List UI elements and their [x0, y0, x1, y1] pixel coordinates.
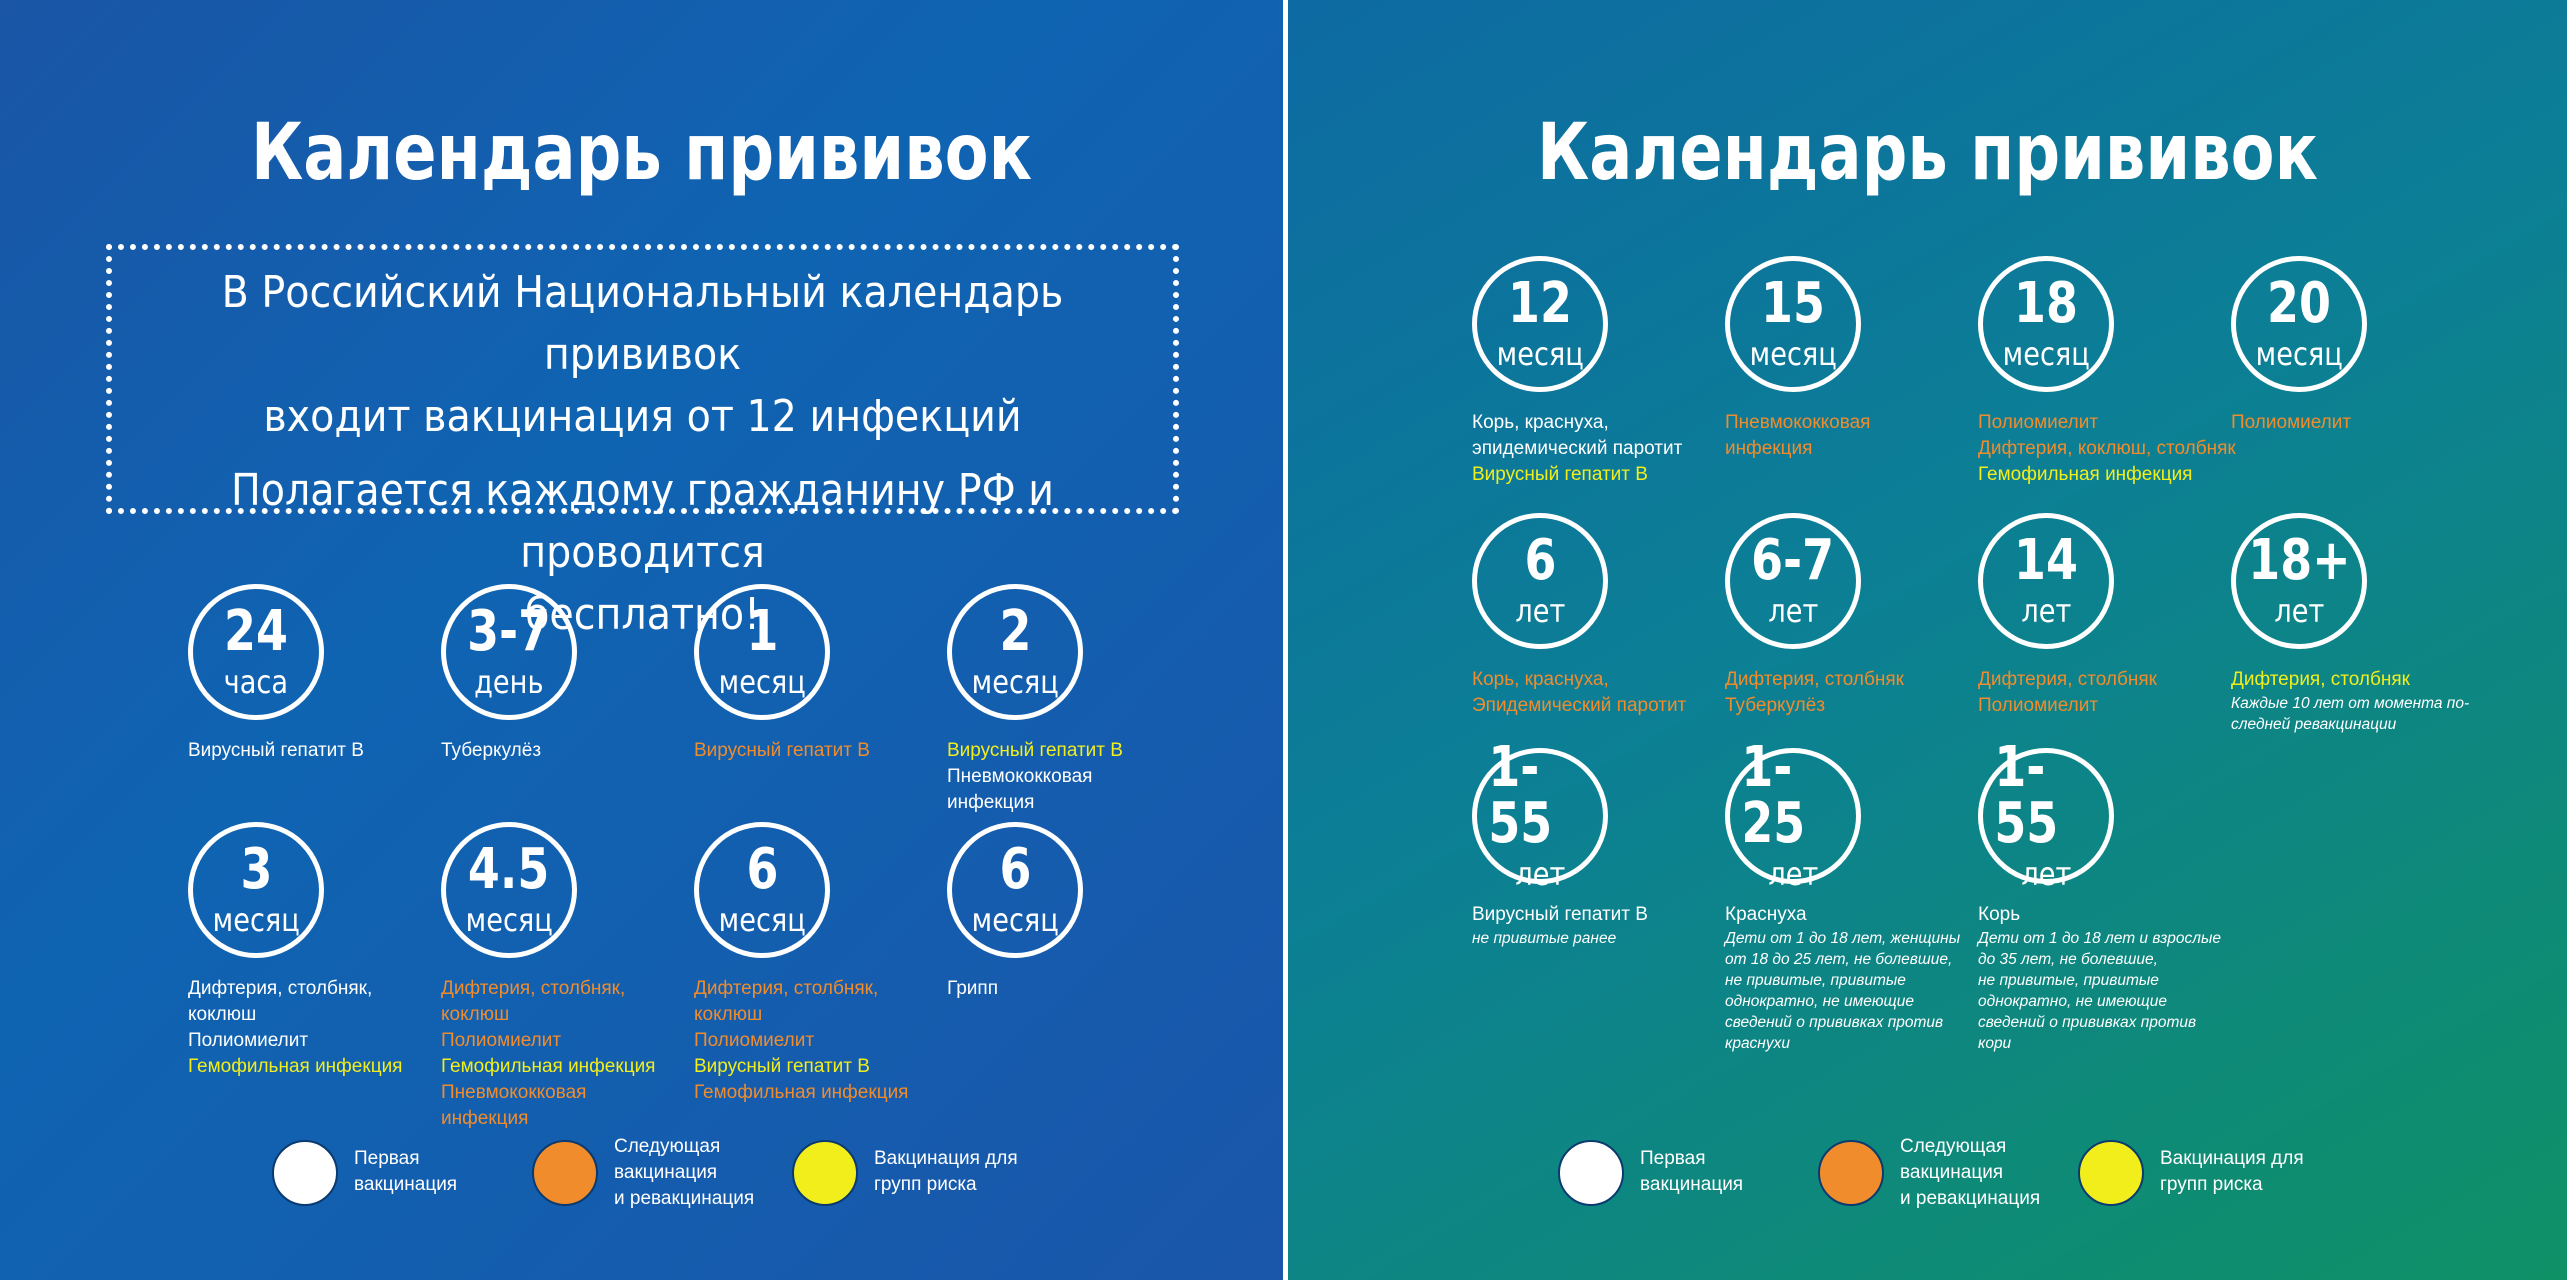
- vaccine-name: Вирусный гепатит В: [1472, 464, 1648, 485]
- vaccine-name: Пневмококковая: [947, 766, 1093, 787]
- age-number: 15: [1761, 271, 1825, 336]
- vaccine-name: Вирусный гепатит В: [188, 740, 364, 761]
- legend-swatch: [272, 1140, 338, 1206]
- vaccine-name: коклюш: [694, 1004, 763, 1025]
- vaccine-note: Дети от 1 до 18 лет, женщины: [1725, 930, 1961, 947]
- age-number: 1-25: [1741, 735, 1806, 856]
- age-number: 2: [999, 599, 1031, 664]
- vaccine-note: однократно, не имеющие: [1725, 993, 1914, 1010]
- age-unit: лет: [1515, 855, 1565, 893]
- legend-label-line: и ревакцинация: [614, 1188, 755, 1209]
- vaccine-name: Полиомиелит: [694, 1030, 815, 1051]
- legend-label-line: вакцинация: [1900, 1162, 2004, 1183]
- age-circle: [1978, 513, 2114, 649]
- legend-label: [1640, 1146, 1743, 1198]
- vaccine-name: Гемофильная инфекция: [188, 1056, 403, 1077]
- schedule-item: [694, 584, 934, 764]
- legend-item: [2078, 1140, 2318, 1210]
- legend-label-line: вакцинация: [1640, 1174, 1744, 1195]
- vaccine-note: Каждые 10 лет от момента по-: [2231, 695, 2470, 712]
- age-circle: [1725, 256, 1861, 392]
- vaccine-list: [441, 738, 691, 764]
- legend-label-line: Первая: [354, 1148, 420, 1169]
- age-circle: [441, 822, 577, 958]
- schedule-item: [1978, 735, 2222, 1054]
- vaccine-list: [1472, 902, 1722, 949]
- vaccine-name: Дифтерия, столбняк: [1725, 669, 1904, 690]
- vaccine-note: сведений о прививках против: [1978, 1014, 2197, 1031]
- vaccine-name: Полиомиелит: [1978, 695, 2099, 716]
- age-circle: [1725, 735, 1861, 893]
- vaccine-name: Полиомиелит: [188, 1030, 309, 1051]
- age-number: 1: [746, 599, 778, 664]
- vaccine-list: [2231, 667, 2481, 735]
- legend-item: [792, 1140, 1032, 1210]
- age-number: 14: [2014, 528, 2078, 593]
- schedule-item: [694, 822, 934, 1106]
- legend-label-line: групп риска: [2160, 1174, 2263, 1195]
- legend-swatch: [792, 1140, 858, 1206]
- info-line: входит вакцинация от 12 инфекций: [263, 391, 1022, 442]
- vaccine-list: [1725, 410, 1975, 462]
- vaccine-note: краснухи: [1725, 1035, 1790, 1052]
- age-unit: месяц: [971, 901, 1059, 939]
- age-circle: [694, 822, 830, 958]
- vaccine-note: до 35 лет, не болевшие,: [1978, 951, 2158, 968]
- vaccine-name: Эпидемический паротит: [1472, 695, 1687, 716]
- vaccine-list: [1978, 667, 2228, 719]
- age-unit: часа: [223, 663, 289, 701]
- vaccine-name: Корь: [1978, 904, 2021, 925]
- vaccine-name: Полиомиелит: [441, 1030, 562, 1051]
- page-title: Календарь прививок: [250, 108, 1033, 198]
- vaccine-name: Туберкулёз: [441, 740, 542, 761]
- age-circle: [1978, 735, 2114, 893]
- vaccine-list: [1472, 410, 1722, 488]
- vaccine-list: [694, 976, 944, 1106]
- age-number: 1-55: [1488, 735, 1553, 856]
- vaccine-name: Корь, краснуха,: [1472, 669, 1609, 690]
- vaccine-name: инфекция: [947, 792, 1035, 813]
- schedule-item: [1472, 735, 1712, 949]
- vaccine-list: [1978, 410, 2236, 488]
- schedule-item: [1472, 256, 1712, 488]
- age-circle: [188, 822, 324, 958]
- legend-swatch: [1558, 1140, 1624, 1206]
- vaccine-list: [1725, 667, 1975, 719]
- schedule-item: [1978, 256, 2236, 488]
- vaccine-name: Дифтерия, столбняк: [1978, 669, 2157, 690]
- legend-swatch: [532, 1140, 598, 1206]
- legend-label: [874, 1146, 1018, 1198]
- info-line: Полагается каждому гражданину РФ и проводится: [230, 465, 1054, 578]
- legend-label-line: вакцинация: [354, 1174, 458, 1195]
- age-number: 6: [999, 837, 1031, 902]
- age-unit: месяц: [212, 901, 300, 939]
- vaccine-name: Краснуха: [1725, 904, 1807, 925]
- legend-label: [2160, 1146, 2304, 1198]
- legend-label-line: групп риска: [874, 1174, 977, 1195]
- vaccine-note: сведений о прививках против: [1725, 1014, 1944, 1031]
- legend-label: [1900, 1134, 2040, 1212]
- schedule-item: [1472, 513, 1712, 719]
- schedule-item: [441, 584, 681, 764]
- vaccine-name: Вирусный гепатит В: [1472, 904, 1648, 925]
- legend-label-line: вакцинация: [614, 1162, 718, 1183]
- vaccine-name: Пневмококковая: [441, 1082, 587, 1103]
- legend-item: [1818, 1136, 2058, 1210]
- age-circle: [1725, 513, 1861, 649]
- vaccine-note: не привитые, привитые: [1725, 972, 1906, 989]
- age-unit: месяц: [1749, 335, 1837, 373]
- vaccine-list: [1978, 902, 2228, 1054]
- vaccine-list: [1725, 902, 1975, 1054]
- vaccine-note: от 18 до 25 лет, не болевшие,: [1725, 951, 1953, 968]
- age-circle: [188, 584, 324, 720]
- age-number: 6: [746, 837, 778, 902]
- legend-item: [532, 1136, 772, 1210]
- age-unit: месяц: [2002, 335, 2090, 373]
- schedule-item: [188, 584, 428, 764]
- schedule-item: [1978, 513, 2218, 719]
- vaccine-note: однократно, не имеющие: [1978, 993, 2167, 1010]
- age-unit: месяц: [718, 663, 806, 701]
- vaccine-name: Пневмококковая: [1725, 412, 1871, 433]
- vaccine-name: инфекция: [1725, 438, 1813, 459]
- legend-label: [354, 1146, 457, 1198]
- vaccine-name: Вирусный гепатит В: [947, 740, 1123, 761]
- age-unit: день: [474, 663, 544, 701]
- vaccine-note: кори: [1978, 1035, 2012, 1052]
- vaccine-list: [2231, 410, 2481, 436]
- age-unit: месяц: [465, 901, 553, 939]
- vaccine-name: коклюш: [441, 1004, 510, 1025]
- page-title: Календарь прививок: [1536, 108, 2319, 198]
- legend-label-line: Вакцинация для: [2160, 1148, 2304, 1169]
- vaccine-list: [694, 738, 944, 764]
- vaccine-name: Полиомиелит: [2231, 412, 2352, 433]
- info-line: бесплатно!: [524, 589, 761, 640]
- vaccine-list: [947, 738, 1197, 816]
- age-circle: [1472, 256, 1608, 392]
- schedule-item: [1725, 256, 1965, 462]
- legend-label-line: Первая: [1640, 1148, 1706, 1169]
- age-circle: [1472, 735, 1608, 893]
- age-circle: [441, 584, 577, 720]
- age-circle: [947, 822, 1083, 958]
- vaccine-name: Дифтерия, столбняк,: [694, 978, 879, 999]
- age-number: 12: [1508, 271, 1572, 336]
- age-unit: месяц: [718, 901, 806, 939]
- vaccine-note: следней ревакцинации: [2231, 716, 2397, 733]
- legend-label-line: Следующая: [1900, 1136, 2007, 1157]
- vaccine-name: коклюш: [188, 1004, 257, 1025]
- vaccine-name: Вирусный гепатит В: [694, 1056, 870, 1077]
- age-unit: лет: [1515, 592, 1565, 630]
- vaccination-calendar-panel-right: [1288, 0, 2567, 1280]
- schedule-item: [1725, 513, 1965, 719]
- age-unit: лет: [2274, 592, 2324, 630]
- vaccine-list: [947, 976, 1197, 1002]
- age-number: 20: [2267, 271, 2331, 336]
- vaccine-list: [1472, 667, 1722, 719]
- age-circle: [2231, 513, 2367, 649]
- vaccine-name: Гемофильная инфекция: [694, 1082, 909, 1103]
- legend-swatch: [2078, 1140, 2144, 1206]
- vaccine-name: Дифтерия, столбняк: [2231, 669, 2410, 690]
- age-unit: месяц: [1496, 335, 1584, 373]
- age-circle: [1472, 513, 1608, 649]
- legend-item: [272, 1140, 512, 1210]
- age-unit: лет: [2021, 592, 2071, 630]
- vaccine-list: [188, 738, 438, 764]
- vaccine-name: Корь, краснуха,: [1472, 412, 1609, 433]
- schedule-item: [947, 584, 1187, 816]
- vaccine-name: Дифтерия, столбняк,: [188, 978, 373, 999]
- vaccine-name: инфекция: [441, 1108, 529, 1129]
- age-number: 1-55: [1994, 735, 2059, 856]
- age-number: 3: [240, 837, 272, 902]
- age-unit: лет: [2021, 855, 2071, 893]
- vaccine-note: не привитые, привитые: [1978, 972, 2159, 989]
- schedule-item: [947, 822, 1187, 1002]
- age-unit: лет: [1768, 855, 1818, 893]
- legend-swatch: [1818, 1140, 1884, 1206]
- vaccine-name: Дифтерия, столбняк,: [441, 978, 626, 999]
- age-circle: [1978, 256, 2114, 392]
- schedule-item: [2231, 513, 2471, 735]
- age-number: 4.5: [468, 837, 550, 902]
- legend-label: [614, 1134, 754, 1212]
- age-unit: месяц: [2255, 335, 2343, 373]
- age-number: 6-7: [1751, 528, 1835, 593]
- vaccine-name: Гемофильная инфекция: [441, 1056, 656, 1077]
- vaccine-name: эпидемический паротит: [1472, 438, 1683, 459]
- vaccine-name: Вирусный гепатит В: [694, 740, 870, 761]
- legend-item: [1558, 1140, 1798, 1210]
- vaccination-calendar-panel-left: [0, 0, 1283, 1280]
- age-circle: [947, 584, 1083, 720]
- legend-label-line: и ревакцинация: [1900, 1188, 2041, 1209]
- info-line: В Российский Национальный календарь прививок: [221, 267, 1064, 380]
- age-number: 18+: [2247, 528, 2351, 593]
- vaccine-name: Гемофильная инфекция: [1978, 464, 2193, 485]
- age-unit: лет: [1768, 592, 1818, 630]
- vaccine-name: Дифтерия, коклюш, столбняк: [1978, 438, 2236, 459]
- vaccine-note: не привитые ранее: [1472, 930, 1617, 947]
- age-number: 24: [224, 599, 288, 664]
- vaccine-name: Грипп: [947, 978, 998, 999]
- vaccine-note: Дети от 1 до 18 лет и взрослые: [1978, 930, 2222, 947]
- vaccine-list: [188, 976, 438, 1080]
- age-circle: [2231, 256, 2367, 392]
- legend-label-line: Вакцинация для: [874, 1148, 1018, 1169]
- legend-label-line: Следующая: [614, 1136, 721, 1157]
- schedule-item: [2231, 256, 2471, 436]
- age-circle: [694, 584, 830, 720]
- age-number: 3-7: [467, 599, 551, 664]
- schedule-item: [441, 822, 681, 1132]
- vaccine-list: [441, 976, 691, 1132]
- schedule-item: [1725, 735, 1965, 1054]
- age-number: 6: [1524, 528, 1556, 593]
- schedule-item: [188, 822, 428, 1080]
- age-unit: месяц: [971, 663, 1059, 701]
- vaccine-name: Полиомиелит: [1978, 412, 2099, 433]
- vaccine-name: Туберкулёз: [1725, 695, 1826, 716]
- age-number: 18: [2014, 271, 2078, 336]
